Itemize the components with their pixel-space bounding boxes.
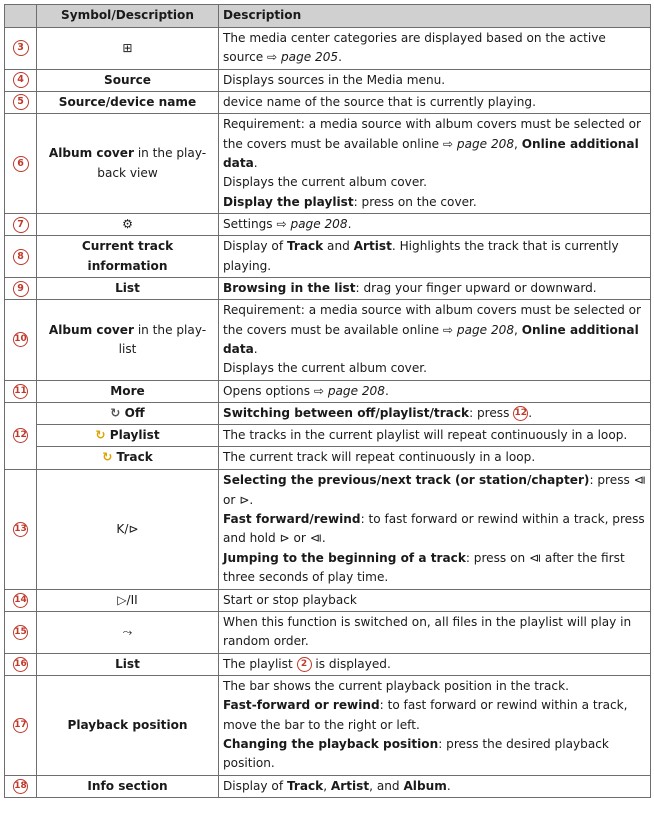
row-symbol: List	[37, 278, 219, 300]
table-row	[5, 28, 651, 70]
callout-number: 11	[5, 380, 37, 402]
row-description: The media center categories are displayed based on the active source ⇨ page 205.	[219, 28, 651, 70]
callout-number: 3	[5, 28, 37, 70]
row-description: device name of the source that is currently playing.	[219, 91, 651, 113]
row-symbol: Album cover in the play-list	[37, 300, 219, 380]
page-reference: page 208	[456, 322, 515, 337]
callout-number: 17	[5, 675, 37, 775]
row-symbol: List	[37, 653, 219, 675]
table-row	[5, 653, 651, 675]
row-description: Switching between off/playlist/track: press 12.	[219, 402, 651, 424]
prev-next-icon: K/⊳	[37, 469, 219, 589]
row-symbol: More	[37, 380, 219, 402]
table-row	[5, 300, 651, 380]
row-symbol: Source	[37, 69, 219, 91]
callout-number: 8	[5, 236, 37, 278]
table-row	[5, 236, 651, 278]
table-row	[5, 69, 651, 91]
table-row	[5, 469, 651, 589]
callout-number: 5	[5, 91, 37, 113]
header-number	[5, 5, 37, 28]
table-row	[5, 589, 651, 611]
callout-reference: 2	[297, 657, 312, 672]
page-reference: page 208	[290, 217, 348, 232]
table-row	[5, 278, 651, 300]
row-description: Browsing in the list: drag your finger upward or downward.	[219, 278, 651, 300]
page-reference: page 208	[456, 136, 515, 151]
row-description: The bar shows the current playback position in the track. Fast-forward or rewind: to fast forward or rewind within a track, move the bar to the right or left. Changing the playback position: press the desired playback position.	[219, 675, 651, 775]
callout-number: 9	[5, 278, 37, 300]
row-symbol: Playback position	[37, 675, 219, 775]
categories-icon: ⊞	[37, 28, 219, 70]
row-description: The playlist 2 is displayed.	[219, 653, 651, 675]
callout-number: 7	[5, 214, 37, 236]
row-description: Requirement: a media source with album covers must be selected or the covers must be available online ⇨ page 208, Online additional data. Displays the current album cover. Display the playlist: press on the cover.	[219, 114, 651, 214]
row-symbol: Source/device name	[37, 91, 219, 113]
row-description: When this function is switched on, all files in the playlist will play in random order.	[219, 612, 651, 654]
table-row	[5, 114, 651, 214]
table-row	[5, 91, 651, 113]
callout-number: 4	[5, 69, 37, 91]
row-description: Requirement: a media source with album covers must be selected or the covers must be available online ⇨ page 208, Online additional data. Displays the current album cover.	[219, 300, 651, 380]
table-row	[5, 425, 651, 447]
row-description: Displays sources in the Media menu.	[219, 69, 651, 91]
callout-number: 13	[5, 469, 37, 589]
row-description: Opens options ⇨ page 208.	[219, 380, 651, 402]
callout-number: 14	[5, 589, 37, 611]
callout-number: 12	[5, 402, 37, 469]
row-description: Display of Track and Artist. Highlights the track that is currently playing.	[219, 236, 651, 278]
row-symbol: Album cover in the play-back view	[37, 114, 219, 214]
repeat-track-icon: ↻	[102, 450, 113, 465]
repeat-playlist-icon: ↻	[95, 428, 106, 443]
header-description: Description	[219, 5, 651, 28]
table-row	[5, 380, 651, 402]
callout-number: 16	[5, 653, 37, 675]
callout-number: 10	[5, 300, 37, 380]
settings-icon: ⚙	[37, 214, 219, 236]
row-description: Selecting the previous/next track (or station/chapter): press ⧏ or ⊳. Fast forward/rewind: to fast forward or rewind within a track, press and hold ⊳ or ⧏. Jumping to the beginning of a track: press on ⧏ after the first three seconds of play time.	[219, 469, 651, 589]
shuffle-icon: ⤳	[37, 612, 219, 654]
row-symbol: ↻ Off	[37, 402, 219, 424]
repeat-off-icon: ↻	[110, 405, 121, 420]
row-description: Start or stop playback	[219, 589, 651, 611]
symbol-description-table	[4, 4, 651, 798]
row-symbol: Info section	[37, 775, 219, 797]
row-symbol: ↻ Track	[37, 447, 219, 469]
row-description: The tracks in the current playlist will repeat continuously in a loop.	[219, 425, 651, 447]
page-reference: page 205	[280, 50, 339, 65]
table-row	[5, 675, 651, 775]
table-row	[5, 447, 651, 469]
header-symbol: Symbol/Description	[37, 5, 219, 28]
callout-number: 18	[5, 775, 37, 797]
row-description: The current track will repeat continuously in a loop.	[219, 447, 651, 469]
page-reference: page 208	[327, 383, 385, 398]
row-description: Display of Track, Artist, and Album.	[219, 775, 651, 797]
table-row	[5, 775, 651, 797]
callout-reference: 12	[513, 406, 528, 421]
table-row	[5, 214, 651, 236]
table-row	[5, 612, 651, 654]
row-symbol: Current track information	[37, 236, 219, 278]
callout-number: 15	[5, 612, 37, 654]
table-row	[5, 402, 651, 424]
callout-number: 6	[5, 114, 37, 214]
table-header-row	[5, 5, 651, 28]
play-pause-icon: ▷/II	[37, 589, 219, 611]
row-symbol: ↻ Playlist	[37, 425, 219, 447]
row-description: Settings ⇨ page 208.	[219, 214, 651, 236]
